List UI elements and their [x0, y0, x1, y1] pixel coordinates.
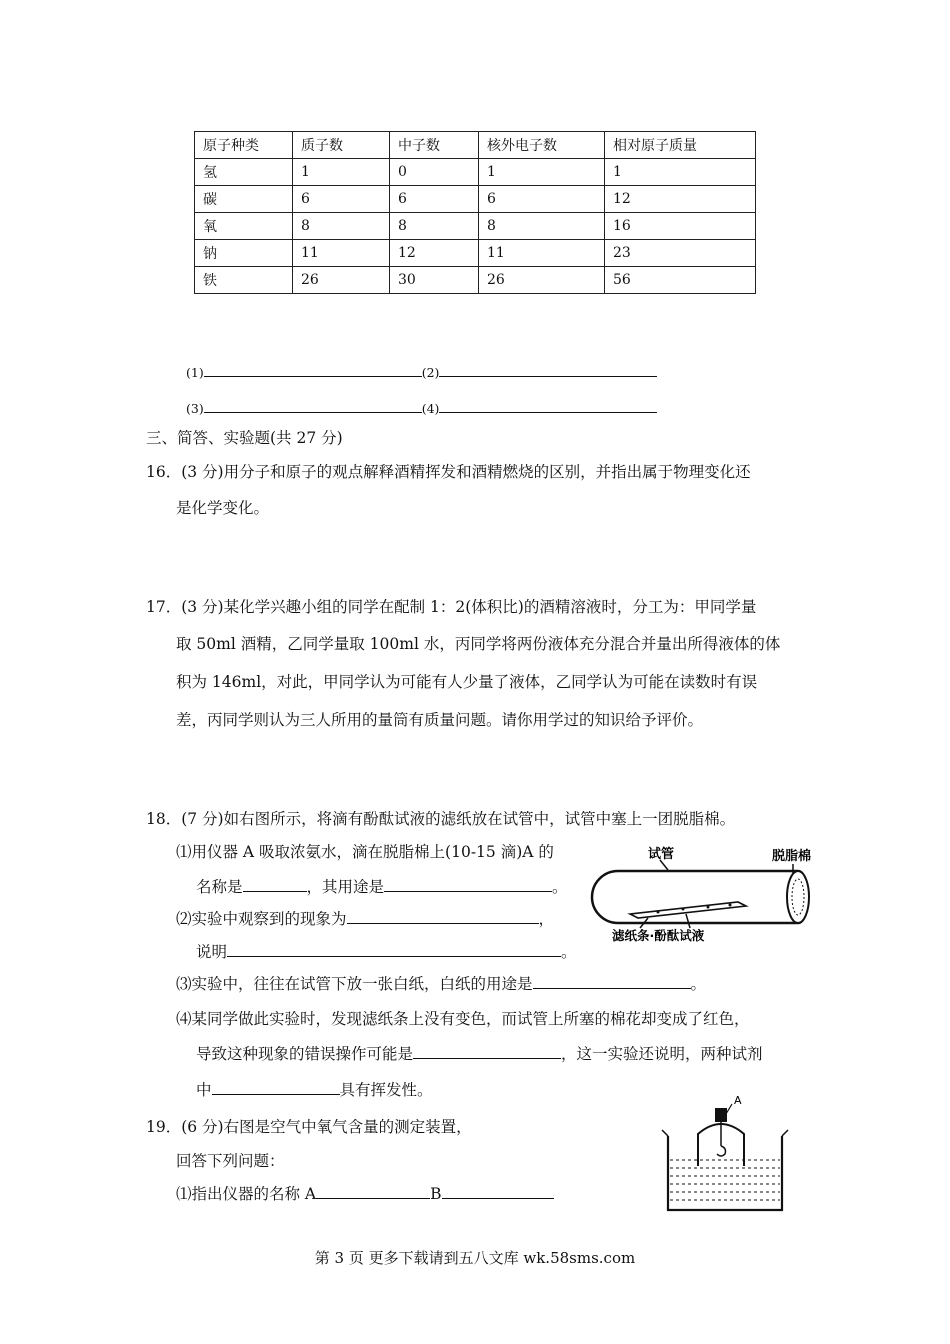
answer-blank[interactable] — [439, 398, 657, 413]
table-cell: 8 — [293, 213, 390, 240]
table-cell: 23 — [605, 240, 756, 267]
table-cell: 碳 — [195, 186, 293, 213]
table-cell: 钠 — [195, 240, 293, 267]
text: 名称是 — [196, 878, 243, 896]
table-header: 原子种类 — [195, 132, 293, 159]
table-cell: 12 — [605, 186, 756, 213]
table-cell: 30 — [390, 267, 479, 294]
q18-part2a — [176, 909, 554, 929]
answer-blank[interactable] — [413, 1044, 561, 1059]
answer-blank[interactable] — [439, 362, 657, 377]
answer-blank[interactable] — [442, 1184, 554, 1199]
text: 。 — [552, 878, 568, 896]
blank-label: (1) — [186, 365, 204, 380]
answer-blank[interactable] — [384, 877, 552, 892]
oxygen-apparatus-figure — [660, 1092, 790, 1216]
q18-line-1: 18．(7 分)如右图所示，将滴有酚酞试液的滤纸放在试管中，试管中塞上一团脱脂棉。 — [146, 810, 736, 828]
q17-line-2: 取 50ml 酒精，乙同学量取 100ml 水，丙同学将两份液体充分混合并量出所得液体的体 — [176, 635, 781, 653]
q18-part4b — [196, 1044, 763, 1064]
table-cell: 氧 — [195, 213, 293, 240]
table-header-row — [195, 132, 756, 159]
text: ，其用途是 — [306, 878, 385, 896]
q18-part2b — [196, 942, 577, 962]
table-cell: 0 — [390, 159, 479, 186]
text: ⑵实验中观察到的现象为 — [176, 910, 347, 928]
table-row — [195, 240, 756, 267]
answer-blank-row-1 — [186, 362, 657, 380]
blank-label: (4) — [421, 401, 440, 416]
q18-part4a: ⑷某同学做此实验时，发现滤纸条上没有变色，而试管上所塞的棉花却变成了红色， — [176, 1010, 750, 1028]
table-cell: 26 — [479, 267, 605, 294]
text: ⑴指出仪器的名称 A — [176, 1185, 317, 1203]
table-row — [195, 186, 756, 213]
table-cell: 12 — [390, 240, 479, 267]
answer-blank[interactable] — [227, 942, 561, 957]
q19-line-1: 19．(6 分)右图是空气中氧气含量的测定装置， — [146, 1118, 472, 1136]
figure-label-strip: 滤纸条·酚酞试液 — [612, 928, 705, 943]
blank-label: (2) — [421, 365, 440, 380]
q19-line-2: 回答下列问题： — [176, 1152, 285, 1170]
table-cell: 6 — [390, 186, 479, 213]
q17-line-1: 17．(3 分)某化学兴趣小组的同学在配制 1：2(体积比)的酒精溶液时，分工为：甲同学量 — [146, 598, 757, 616]
table-header: 相对原子质量 — [605, 132, 756, 159]
test-tube-figure — [588, 838, 838, 946]
table-row — [195, 159, 756, 186]
table-cell: 56 — [605, 267, 756, 294]
q18-part1a: ⑴用仪器 A 吸取浓氨水，滴在脱脂棉上(10-15 滴)A 的 — [176, 843, 554, 861]
text: 导致这种现象的错误操作可能是 — [196, 1045, 414, 1063]
page-footer: 第 3 页 更多下载请到五八文库 wk.58sms.com — [314, 1249, 636, 1267]
answer-blank-row-2 — [186, 398, 657, 416]
table-cell: 1 — [605, 159, 756, 186]
answer-blank[interactable] — [212, 1080, 340, 1095]
table-cell: 氢 — [195, 159, 293, 186]
stopper — [715, 1108, 727, 1122]
text: 。 — [690, 975, 707, 993]
water-surface — [670, 1160, 780, 1200]
text: ⑶实验中，往往在试管下放一张白纸，白纸的用途是 — [176, 975, 533, 993]
text: 。 — [561, 943, 577, 961]
table-header: 质子数 — [293, 132, 390, 159]
q19-part1 — [176, 1184, 554, 1204]
table-cell: 8 — [390, 213, 479, 240]
figure-label-a: A — [734, 1094, 742, 1107]
section-heading: 三、简答、实验题(共 27 分) — [146, 429, 343, 447]
answer-blank[interactable] — [316, 1184, 430, 1199]
answer-blank[interactable] — [243, 877, 307, 892]
answer-blank[interactable] — [347, 909, 539, 924]
test-tube-outline — [592, 871, 808, 923]
table-cell: 6 — [293, 186, 390, 213]
water-trough — [668, 1136, 782, 1210]
text: 说明 — [196, 943, 228, 961]
table-cell: 铁 — [195, 267, 293, 294]
text: ，这一实验还说明，两种试剂 — [561, 1045, 763, 1063]
atom-table — [194, 131, 756, 294]
filter-paper-strip — [630, 902, 746, 918]
q18-part4c — [196, 1080, 433, 1100]
answer-blank[interactable] — [533, 974, 691, 989]
table-row — [195, 213, 756, 240]
table-header: 核外电子数 — [479, 132, 605, 159]
table-cell: 11 — [479, 240, 605, 267]
table-cell: 6 — [479, 186, 605, 213]
text: 中 — [196, 1081, 212, 1099]
text: B — [430, 1185, 442, 1203]
q18-part1b — [196, 877, 568, 897]
q17-line-4: 差，丙同学则认为三人所用的量筒有质量问题。请你用学过的知识给予评价。 — [176, 711, 704, 729]
text: 具有挥发性。 — [339, 1081, 433, 1099]
q17-line-3: 积为 146ml，对此，甲同学认为可能有人少量了液体，乙同学认为可能在读数时有误 — [176, 673, 758, 691]
blank-label: (3) — [186, 401, 204, 416]
table-cell: 11 — [293, 240, 390, 267]
answer-blank[interactable] — [204, 398, 422, 413]
table-header: 中子数 — [390, 132, 479, 159]
figure-label-tube: 试管 — [648, 847, 675, 862]
table-row — [195, 267, 756, 294]
table-cell: 1 — [293, 159, 390, 186]
cotton-plug — [787, 871, 809, 923]
figure-label-cotton: 脱脂棉 — [772, 849, 812, 864]
answer-blank[interactable] — [204, 362, 422, 377]
table-cell: 1 — [479, 159, 605, 186]
table-cell: 16 — [605, 213, 756, 240]
table-cell: 8 — [479, 213, 605, 240]
text: ， — [538, 910, 555, 928]
table-cell: 26 — [293, 267, 390, 294]
q16-line-1: 16．(3 分)用分子和原子的观点解释酒精挥发和酒精燃烧的区别，并指出属于物理变化还 — [146, 463, 751, 481]
q16-line-2: 是化学变化。 — [176, 499, 270, 517]
q18-part3 — [176, 974, 706, 994]
